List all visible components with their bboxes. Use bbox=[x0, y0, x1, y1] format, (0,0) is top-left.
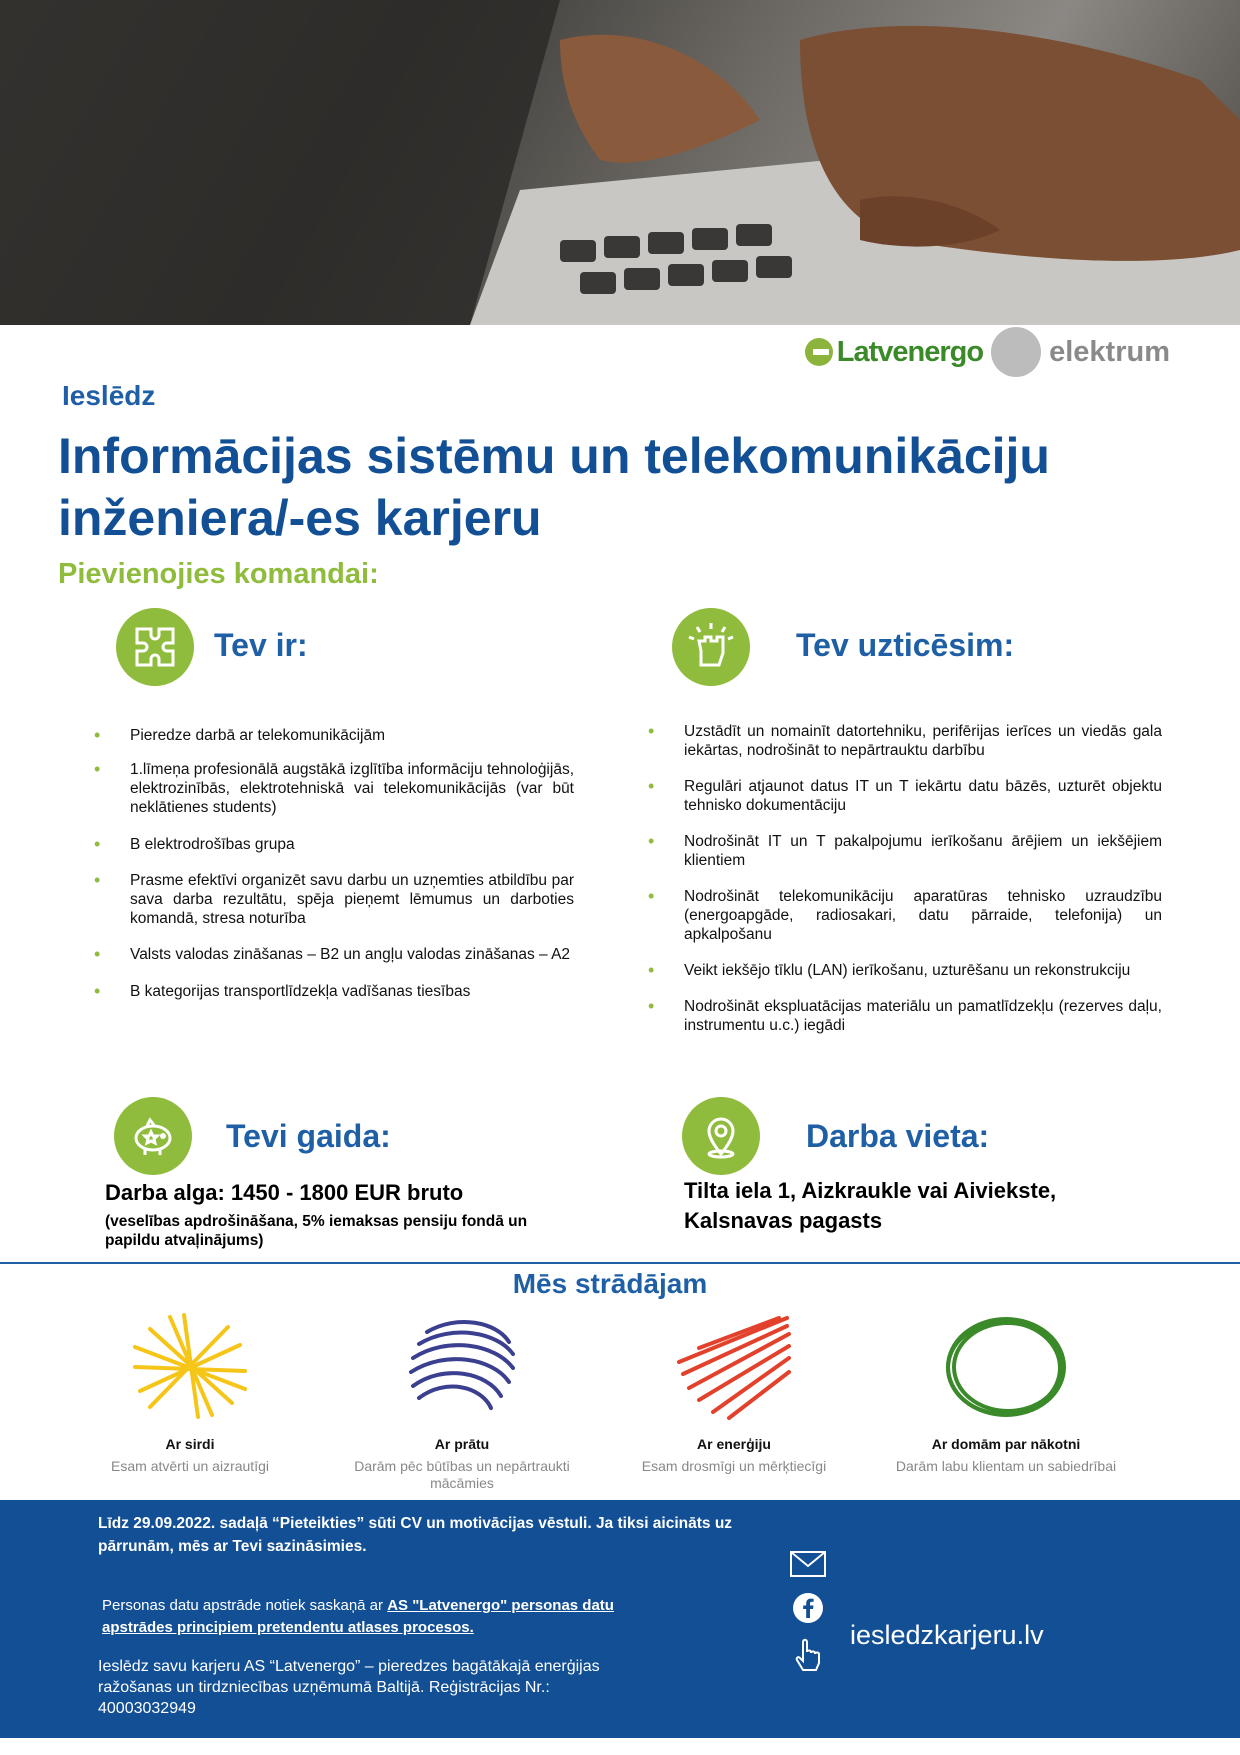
we-trust-heading: Tev uzticēsim: bbox=[796, 627, 1015, 663]
value-title: Ar prātu bbox=[434, 1436, 490, 1452]
footer bbox=[0, 1500, 1240, 1738]
laptop-hands-illustration bbox=[0, 0, 1240, 325]
value-future bbox=[886, 1312, 1126, 1475]
value-title: Ar enerģiju bbox=[697, 1436, 771, 1452]
elektrum-logo: elektrum bbox=[991, 327, 1170, 377]
list-item: • Nodrošināt telekomunikāciju aparatūras tehnisko uzraudzību (energoapgāde, radiosakari, datu pārraide, telefonija) un apkalpošanu bbox=[648, 887, 1162, 944]
sunburst-icon bbox=[125, 1312, 255, 1422]
list-item: • B kategorijas transportlīdzekļa vadīšanas tiesības bbox=[94, 982, 574, 1001]
mail-icon[interactable] bbox=[790, 1546, 826, 1582]
list-item: • Valsts valodas zināšanas – B2 un angļu valodas zināšanas – A2 bbox=[94, 945, 574, 964]
raised-fist-icon bbox=[672, 608, 750, 686]
list-item: • B elektrodrošības grupa bbox=[94, 835, 574, 854]
location-pin-icon bbox=[682, 1097, 760, 1175]
brand-logos bbox=[805, 326, 1170, 378]
value-title: Ar sirdi bbox=[165, 1436, 215, 1452]
privacy-link[interactable]: AS "Latvenergo" personas datu apstrādes principiem pretendentu atlases procesos. bbox=[102, 1597, 614, 1636]
hero-photo bbox=[0, 0, 1240, 325]
values-heading: Mēs strādājam bbox=[512, 1268, 708, 1299]
pointer-hand-icon[interactable] bbox=[790, 1636, 826, 1672]
awaits-heading: Tevi gaida: bbox=[226, 1118, 391, 1154]
list-item: • Pieredze darbā ar telekomunikācijām bbox=[94, 726, 574, 745]
privacy-notice bbox=[102, 1595, 662, 1639]
we-trust-list bbox=[648, 722, 1162, 1035]
value-subtitle: Darām pēc būtības un nepārtraukti mācāmies bbox=[354, 1458, 570, 1491]
rings-icon bbox=[941, 1312, 1071, 1422]
you-have-heading: Tev ir: bbox=[214, 627, 308, 663]
apply-instructions: Līdz 29.09.2022. sadaļā “Pieteikties” sūti CV un motivācijas vēstuli. Ja tiksi aicināts uz pārrunām, mēs ar Tevi sazināsimies. bbox=[98, 1515, 733, 1555]
company-about: Ieslēdz savu karjeru AS “Latvenergo” – pieredzes bagātākajā enerģijas ražošanas un tirdzniecības uzņēmumā Baltijā. Reģistrācijas Nr.: 40003032949 bbox=[98, 1658, 600, 1717]
puzzle-icon bbox=[116, 608, 194, 686]
list-item: • Regulāri atjaunot datus IT un T iekārtu datu bāzēs, uzturēt objektu tehnisko dokumentāciju bbox=[648, 777, 1162, 815]
list-item: • Nodrošināt IT un T pakalpojumu ierīkošanu ārējiem un iekšējiem klientiem bbox=[648, 832, 1162, 870]
value-subtitle: Darām labu klientam un sabiedrībai bbox=[895, 1458, 1117, 1474]
piggy-bank-icon bbox=[114, 1097, 192, 1175]
list-item: • 1.līmeņa profesionālā augstākā izglītība informāciju tehnoloģijās, elektrozinībās, elektrotehniskā vai telekomunikācijās (var būt neklātienes students) bbox=[94, 760, 574, 817]
value-energy bbox=[614, 1312, 854, 1475]
list-item: • Veikt iekšējo tīklu (LAN) ierīkošanu, uzturēšanu un rekonstrukciju bbox=[648, 961, 1162, 980]
rays-icon bbox=[669, 1312, 799, 1422]
value-mind bbox=[342, 1312, 582, 1492]
website-link[interactable]: iesledzkarjeru.lv bbox=[850, 1620, 1044, 1650]
kicker: Ieslēdz bbox=[62, 380, 156, 411]
page-subtitle: Pievienojies komandai: bbox=[58, 558, 379, 590]
elektrum-logo-icon bbox=[991, 327, 1041, 377]
page-title: Informācijas sistēmu un telekomunikāciju inženiera/-es karjeru bbox=[58, 428, 1050, 546]
list-item: • Prasme efektīvi organizēt savu darbu un uzņemties atbildību par sava darba rezultātu, spēja pieņemt lēmumus un darboties komandā, stresa noturība bbox=[94, 871, 574, 928]
latvenergo-logo-icon bbox=[805, 338, 833, 366]
you-have-list bbox=[94, 726, 574, 1001]
latvenergo-logo: Latvenergo bbox=[805, 336, 983, 369]
work-address: Tilta iela 1, Aizkraukle vai Aiviekste, Kalsnavas pagasts bbox=[684, 1178, 1057, 1233]
section-divider bbox=[0, 1262, 1240, 1264]
value-subtitle: Esam drosmīgi un mērķtiecīgi bbox=[641, 1458, 827, 1474]
benefits-note: (veselības apdrošināšana, 5% iemaksas pensiju fondā un papildu atvaļinājums) bbox=[105, 1213, 528, 1249]
value-title: Ar domām par nākotni bbox=[931, 1436, 1081, 1452]
facebook-icon[interactable] bbox=[790, 1590, 826, 1626]
waves-icon bbox=[397, 1312, 527, 1422]
list-item: • Nodrošināt ekspluatācijas materiālu un pamatlīdzekļu (rezerves daļu, instrumentu u.c.) iegādi bbox=[648, 997, 1162, 1035]
value-heart bbox=[70, 1312, 310, 1475]
salary: Darba alga: 1450 - 1800 EUR bruto bbox=[105, 1180, 464, 1205]
list-item: • Uzstādīt un nomainīt datortehniku, perifērijas ierīces un viedās gala iekārtas, nodrošināt to nepārtrauktu darbību bbox=[648, 722, 1162, 760]
privacy-text: Personas datu apstrāde notiek saskaņā ar bbox=[102, 1597, 388, 1614]
value-subtitle: Esam atvērti un aizrautīgi bbox=[111, 1458, 269, 1474]
location-heading: Darba vieta: bbox=[806, 1118, 990, 1154]
